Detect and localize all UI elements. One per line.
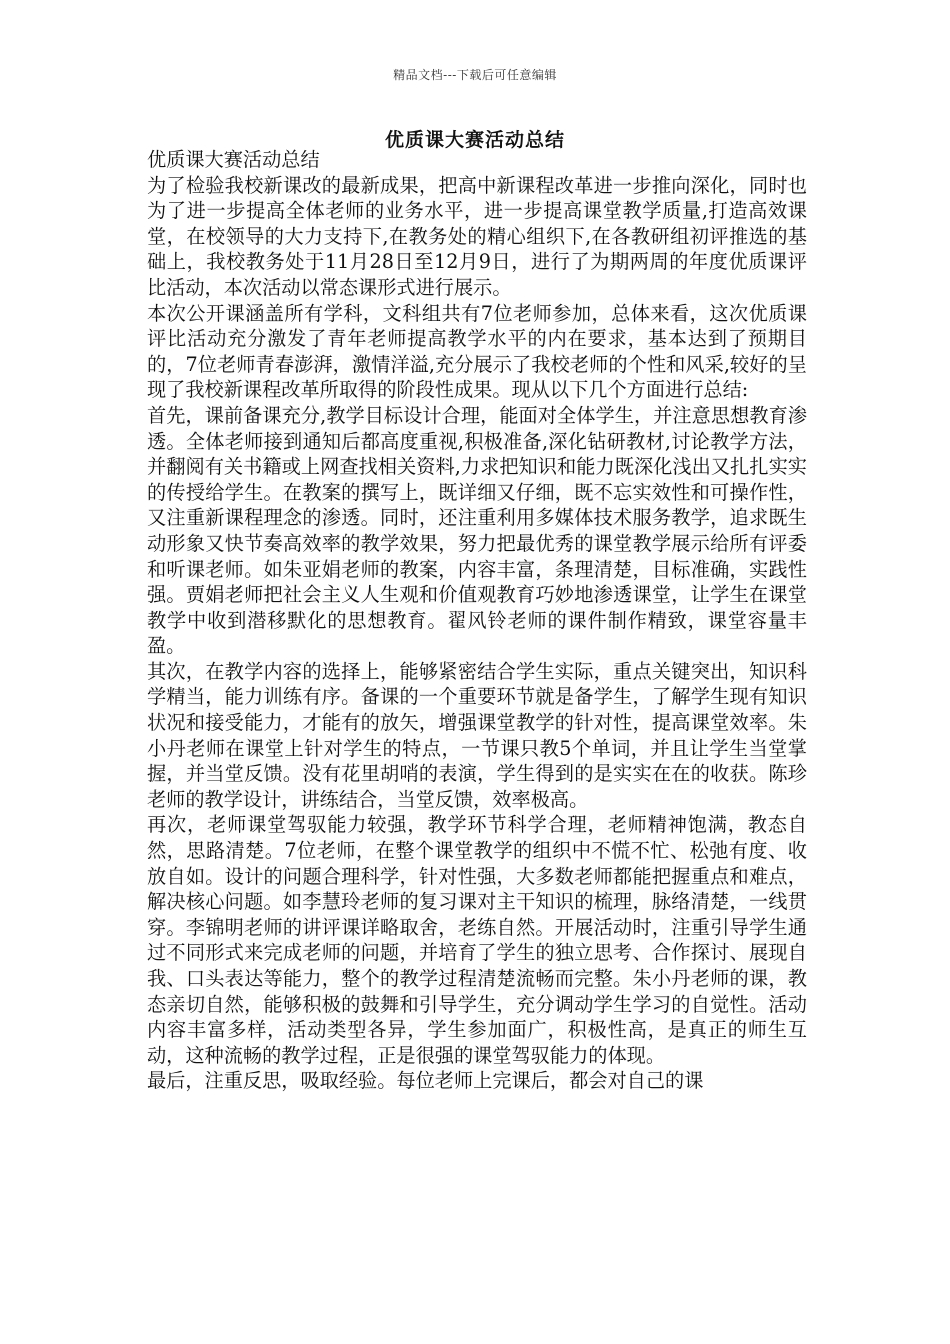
body-paragraph: 本次公开课涵盖所有学科，文科组共有7位老师参加，总体来看，这次优质课评比活动充分激发了青年老师提高教学水平的内在要求，基本达到了预期目的，7位老师青春澎湃，激情洋溢,充分展示了我校老师的个性和风采,较好的呈现了我校新课程改革所取得的阶段性成果。现从以下几个方面进行总结: xyxy=(147,301,807,402)
body-paragraph: 最后，注重反思，吸取经验。每位老师上完课后，都会对自己的课 xyxy=(147,1069,704,1093)
body-paragraph: 再次，老师课堂驾驭能力较强，教学环节科学合理，老师精神饱满，教态自然，思路清楚。7位老师，在整个课堂教学的组织中不慌不忙、松弛有度、收放自如。设计的问题合理科学，针对性强，大多数老师都能把握重点和难点，解决核心问题。如李慧玲老师的复习课对主干知识的梳理，脉络清楚，一线贯穿。李锦明老师的讲评课详略取舍，老练自然。开展活动时，注重引导学生通过不同形式来完成老师的问题，并培育了学生的独立思考、合作探讨、展现自我、口头表达等能力，整个的教学过程清楚流畅而完整。朱小丹老师的课，教态亲切自然，能够积极的鼓舞和引导学生，充分调动学生学习的自觉性。活动内容丰富多样，活动类型各异，学生参加面广，积极性高，是真正的师生互动，这种流畅的教学过程，正是很强的课堂驾驭能力的体现。 xyxy=(147,813,807,1067)
document-body xyxy=(147,147,807,1094)
body-paragraph: 首先，课前备课充分,教学目标设计合理，能面对全体学生，并注意思想教育渗透。全体老师接到通知后都高度重视,积极准备,深化钻研教材,讨论教学方法，并翻阅有关书籍或上网查找相关资料,力求把知识和能力既深化浅出又扎扎实实的传授给学生。在教案的撰写上，既详细又仔细，既不忘实效性和可操作性，又注重新课程理念的渗透。同时，还注重利用多媒体技术服务教学，追求既生动形象又快节奏高效率的教学效果，努力把最优秀的课堂教学展示给所有评委和听课老师。如朱亚娟老师的教案，内容丰富，条理清楚，目标准确，实践性强。贾娟老师把社会主义人生观和价值观教育巧妙地渗透课堂，让学生在课堂教学中收到潜移默化的思想教育。翟风铃老师的课件制作精致，课堂容量丰盈。 xyxy=(147,403,807,658)
subtitle-paragraph: 优质课大赛活动总结 xyxy=(147,148,320,171)
document-title: 优质课大赛活动总结 xyxy=(384,129,565,151)
body-paragraph: 其次，在教学内容的选择上，能够紧密结合学生实际，重点关键突出，知识科学精当，能力训练有序。备课的一个重要环节就是备学生，了解学生现有知识状况和接受能力，才能有的放矢，增强课堂教学的针对性，提高课堂效率。朱小丹老师在课堂上针对学生的特点，一节课只教5个单词，并且让学生当堂掌握，并当堂反馈。没有花里胡哨的表演，学生得到的是实实在在的收获。陈珍老师的教学设计，讲练结合，当堂反馈，效率极高。 xyxy=(147,659,807,811)
body-paragraph: 为了检验我校新课改的最新成果，把高中新课程改革进一步推向深化，同时也为了进一步提高全体老师的业务水平，进一步提高课堂教学质量,打造高效课堂，在校领导的大力支持下,在教务处的精心组织下,在各教研组初评推选的基础上，我校教务处于11月28日至12月9日，进行了为期两周的年度优质课评比活动，本次活动以常态课形式进行展示。 xyxy=(147,173,807,299)
page-header: 精品文档---下载后可任意编辑 xyxy=(393,68,557,82)
